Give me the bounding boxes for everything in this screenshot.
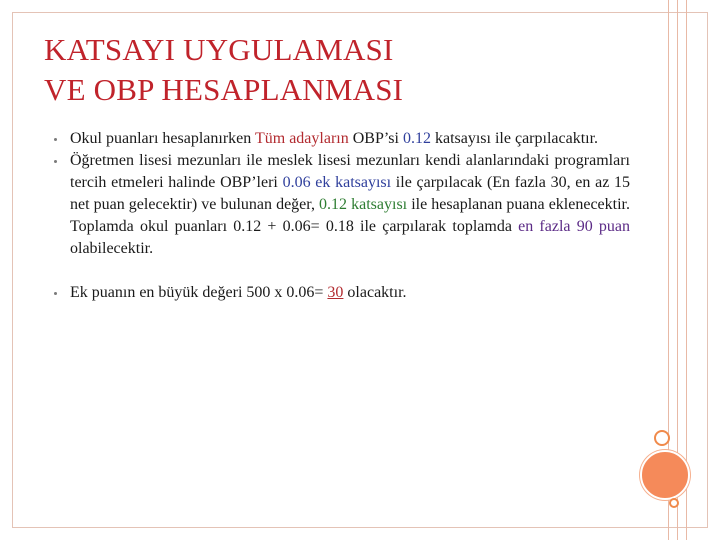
bullet-text: olabilecektir. — [70, 240, 154, 257]
bullet-text: olacaktır. — [343, 284, 407, 301]
slide-title — [44, 30, 624, 110]
bullet-icon — [54, 138, 57, 141]
bullet-text: Ek puanın en büyük değeri 500 x 0.06= — [70, 284, 328, 301]
bullet-text: katsayısı ile çarpılacaktır. — [430, 130, 599, 147]
bullet-text: OBP’si — [348, 130, 403, 147]
highlight-text: 30 — [327, 284, 344, 301]
decorative-circle-icon — [669, 498, 679, 508]
slide-body — [50, 128, 630, 304]
bullet-text: ile hesaplanan puana eklenecektir. Toplamda okul puanları 0.12 + 0.06= 0.18 ile çarpılarak toplamda — [70, 196, 630, 235]
slide-title-line-2: VE OBP HESAPLANMASI — [44, 72, 404, 107]
decorative-rail-line — [686, 0, 687, 540]
bullet-text: Öğretmen lisesi mezunları ile meslek lisesi mezunları kendi alanlarındaki programları tercih etmeleri halinde OBP’leri — [70, 152, 630, 191]
bullet-text: Okul puanları hesaplanırken — [70, 130, 255, 147]
highlight-text: 0.12 katsayısı — [319, 196, 408, 213]
highlight-text: Tüm adayların — [254, 130, 349, 147]
slide-title-line-1: KATSAYI UYGULAMASI — [44, 32, 394, 67]
decorative-circle-icon — [654, 430, 670, 446]
decorative-circle-icon — [640, 450, 690, 500]
bullet-icon — [54, 292, 57, 295]
bullet-text: ile çarpılacak (En fazla 30, en az 15 net puan gelecektir) ve bulunan değer, — [70, 174, 631, 213]
bullet-item — [50, 150, 630, 260]
highlight-text: 0.06 ek katsayısı — [282, 174, 392, 191]
bullet-item — [50, 282, 630, 304]
highlight-text: 0.12 — [402, 130, 431, 147]
highlight-text: en fazla 90 puan — [518, 218, 630, 235]
bullet-item — [50, 128, 630, 150]
bullet-icon — [54, 160, 57, 163]
